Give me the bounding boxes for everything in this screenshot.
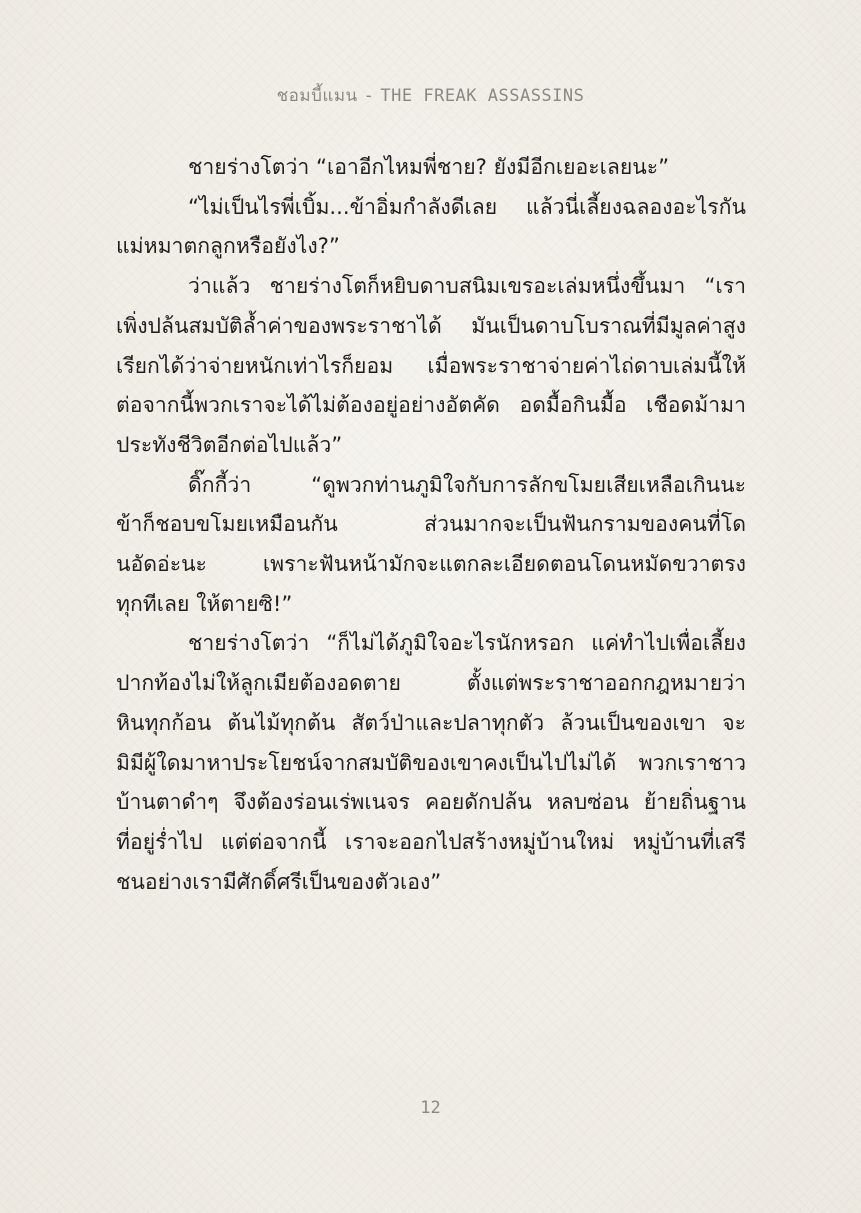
paragraph xyxy=(116,465,746,624)
text-line: บ้านตาดำๆ จึงต้องร่อนเร่พเนจร คอยดักปล้น หลบซ่อน ย้ายถิ่นฐาน xyxy=(116,789,746,815)
paragraph xyxy=(116,623,746,901)
text-line: ที่อยู่ร่ำไป แต่ต่อจากนี้ เราจะออกไปสร้างหมู่บ้านใหม่ หมู่บ้านที่เสรี xyxy=(116,828,746,854)
text-line: เพิ่งปล้นสมบัติล้ำค่าของพระราชาได้ มันเป็นดาบโบราณที่มีมูลค่าสูง xyxy=(116,312,746,338)
text-line: “ไม่เป็นไรพี่เบิ้ม...ข้าอิ่มกำลังดีเลย แล้วนี่เลี้ยงฉลองอะไรกัน xyxy=(188,193,746,219)
header-separator: - xyxy=(363,86,375,106)
text-line: เรียกได้ว่าจ่ายหนักเท่าไรก็ยอม เมื่อพระราชาจ่ายค่าไถ่ดาบเล่มนี้ให้ xyxy=(116,352,746,378)
body-text xyxy=(116,147,746,901)
text-line: นอัดอ่ะนะ เพราะฟันหน้ามักจะแตกละเอียดตอนโดนหมัดขวาตรง xyxy=(116,551,746,577)
paragraph xyxy=(116,266,746,465)
text-line: ทุกทีเลย ให้ตายซิ!” xyxy=(116,590,293,616)
text-line: ชายร่างโตว่า “ก็ไม่ได้ภูมิใจอะไรนักหรอก แค่ทำไปเพื่อเลี้ยง xyxy=(188,630,746,656)
running-header xyxy=(0,82,861,109)
text-line: ปากท้องไม่ให้ลูกเมียต้องอดตาย ตั้งแต่พระราชาออกกฎหมายว่า xyxy=(116,670,746,696)
paragraph xyxy=(116,187,746,266)
text-line: หินทุกก้อน ต้นไม้ทุกต้น สัตว์ป่าและปลาทุกตัว ล้วนเป็นของเขา จะ xyxy=(116,709,746,735)
paragraph xyxy=(116,147,746,187)
text-line: ชนอย่างเรามีศักดิ์ศรีเป็นของตัวเอง” xyxy=(116,868,442,894)
text-line: ว่าแล้ว ชายร่างโตก็หยิบดาบสนิมเขรอะเล่มหนึ่งขึ้นมา “เรา xyxy=(188,273,746,299)
text-line: แม่หมาตกลูกหรือยังไง?” xyxy=(116,233,340,259)
text-line: ชายร่างโตว่า “เอาอีกไหมพี่ชาย? ยังมีอีกเยอะเลยนะ” xyxy=(188,154,670,179)
text-line: ดิ๊กกี้ว่า “ดูพวกท่านภูมิใจกับการลักขโมยเสียเหลือเกินนะ xyxy=(188,471,746,497)
book-title-english: THE FREAK ASSASSINS xyxy=(380,86,585,106)
page-number: 12 xyxy=(420,1098,441,1118)
book-title-thai: ชอมบี้แมน xyxy=(276,86,358,106)
text-line: ต่อจากนี้พวกเราจะได้ไม่ต้องอยู่อย่างอัตคัด อดมื้อกินมื้อ เชือดม้ามา xyxy=(116,392,746,418)
text-line: ข้าก็ชอบขโมยเหมือนกัน ส่วนมากจะเป็นฟันกรามของคนที่โด xyxy=(116,511,746,537)
text-line: มิมีผู้ใดมาหาประโยชน์จากสมบัติของเขาคงเป็นไปไม่ได้ พวกเราชาว xyxy=(116,749,746,775)
text-line: ประทังชีวิตอีกต่อไปแล้ว” xyxy=(116,431,343,457)
